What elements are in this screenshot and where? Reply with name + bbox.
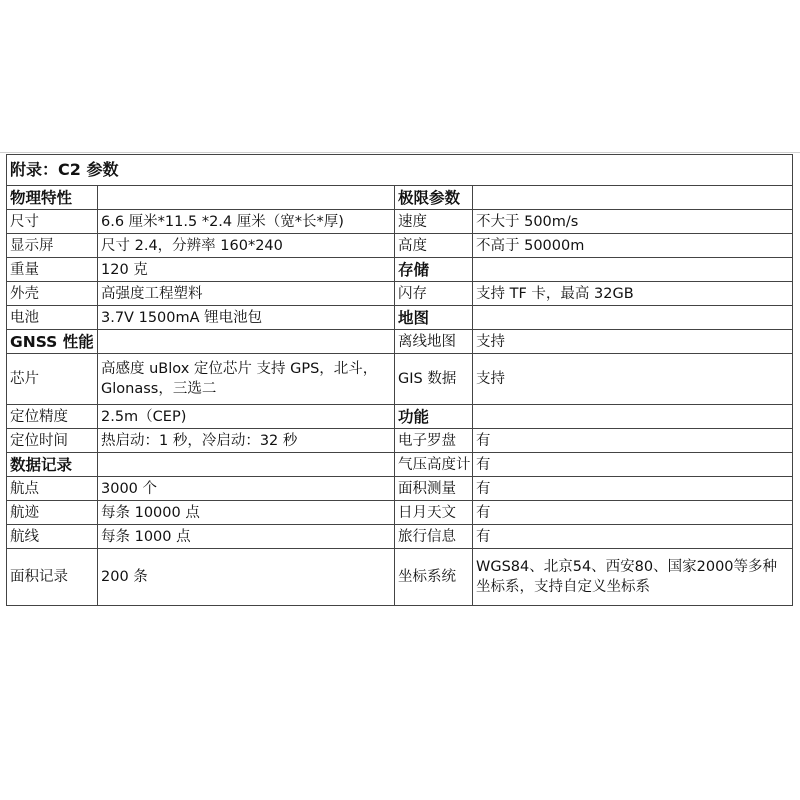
table-row (7, 258, 793, 282)
spec-label: 航点 (7, 477, 98, 501)
spec-value: 支持 (473, 330, 793, 354)
table-row (7, 306, 793, 330)
spec-label: 定位时间 (7, 429, 98, 453)
spec-value: 每条 1000 点 (98, 525, 395, 549)
spec-value: 有 (473, 429, 793, 453)
spec-value: 不大于 500m/s (473, 210, 793, 234)
section-header-gnss: GNSS 性能 (7, 330, 98, 354)
section-header-record: 数据记录 (7, 453, 98, 477)
table-row (7, 525, 793, 549)
spec-value: 6.6 厘米*11.5 *2.4 厘米（宽*长*厚) (98, 210, 395, 234)
spec-value: 有 (473, 477, 793, 501)
spec-sheet (6, 154, 792, 606)
section-header-storage: 存储 (395, 258, 473, 282)
empty-cell (473, 306, 793, 330)
table-row (7, 453, 793, 477)
table-row (7, 186, 793, 210)
spec-label: 气压高度计 (395, 453, 473, 477)
spec-value: 有 (473, 501, 793, 525)
spec-label: 芯片 (7, 354, 98, 405)
empty-cell (98, 330, 395, 354)
spec-value: 支持 (473, 354, 793, 405)
spec-label: 日月天文 (395, 501, 473, 525)
spec-label: 旅行信息 (395, 525, 473, 549)
spec-value: 3.7V 1500mA 锂电池包 (98, 306, 395, 330)
spec-label: 闪存 (395, 282, 473, 306)
spec-value: 尺寸 2.4，分辨率 160*240 (98, 234, 395, 258)
section-header-physical: 物理特性 (7, 186, 98, 210)
spec-value: 高感度 uBlox 定位芯片 支持 GPS，北斗，Glonass，三选二 (98, 354, 395, 405)
empty-cell (98, 186, 395, 210)
empty-cell (473, 186, 793, 210)
table-row (7, 429, 793, 453)
spec-value: 3000 个 (98, 477, 395, 501)
section-header-limits: 极限参数 (395, 186, 473, 210)
spec-value: WGS84、北京54、西安80、国家2000等多种坐标系，支持自定义坐标系 (473, 549, 793, 606)
table-row (7, 477, 793, 501)
spec-value: 2.5m（CEP) (98, 405, 395, 429)
spec-label: 面积测量 (395, 477, 473, 501)
spec-value: 热启动：1 秒，冷启动：32 秒 (98, 429, 395, 453)
table-row (7, 330, 793, 354)
spec-value: 120 克 (98, 258, 395, 282)
empty-cell (473, 405, 793, 429)
table-row (7, 354, 793, 405)
spec-label: 坐标系统 (395, 549, 473, 606)
spec-value: 有 (473, 453, 793, 477)
spec-label: 电子罗盘 (395, 429, 473, 453)
spec-label: 显示屏 (7, 234, 98, 258)
spec-value: 不高于 50000m (473, 234, 793, 258)
spec-label: 航迹 (7, 501, 98, 525)
table-row (7, 282, 793, 306)
page-title: 附录：C2 参数 (7, 155, 793, 186)
table-row (7, 501, 793, 525)
empty-cell (473, 258, 793, 282)
title-row (7, 155, 793, 186)
spec-value: 有 (473, 525, 793, 549)
spec-label: 高度 (395, 234, 473, 258)
table-row (7, 405, 793, 429)
spec-value: 每条 10000 点 (98, 501, 395, 525)
spec-label: 定位精度 (7, 405, 98, 429)
spec-value: 高强度工程塑料 (98, 282, 395, 306)
spec-label: 尺寸 (7, 210, 98, 234)
spec-table (6, 154, 793, 606)
section-header-functions: 功能 (395, 405, 473, 429)
sheet-top-rule (0, 152, 800, 153)
spec-label: 速度 (395, 210, 473, 234)
spec-label: 重量 (7, 258, 98, 282)
spec-label: 外壳 (7, 282, 98, 306)
table-row (7, 549, 793, 606)
spec-label: 面积记录 (7, 549, 98, 606)
spec-label: 电池 (7, 306, 98, 330)
table-row (7, 234, 793, 258)
table-row (7, 210, 793, 234)
spec-label: 离线地图 (395, 330, 473, 354)
spec-label: GIS 数据 (395, 354, 473, 405)
spec-value: 200 条 (98, 549, 395, 606)
empty-cell (98, 453, 395, 477)
spec-value: 支持 TF 卡，最高 32GB (473, 282, 793, 306)
spec-label: 航线 (7, 525, 98, 549)
section-header-map: 地图 (395, 306, 473, 330)
